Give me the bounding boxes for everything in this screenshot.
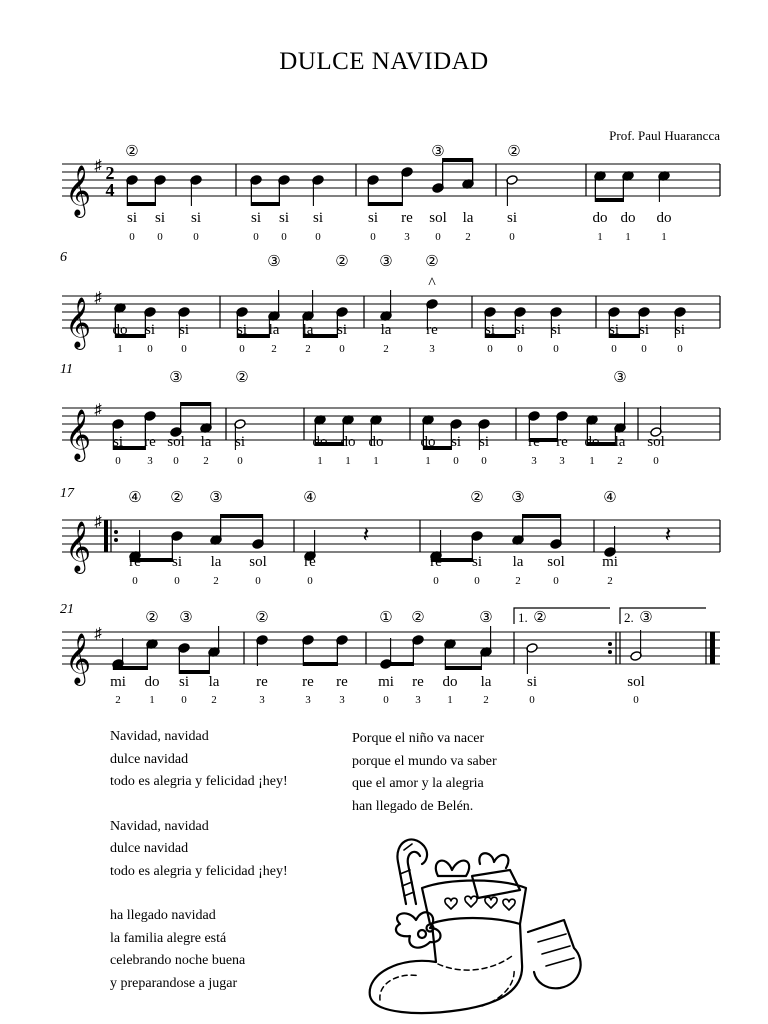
fingering-number: 0 <box>307 575 313 587</box>
solfege-syllable: si <box>674 322 686 338</box>
fingering-number: 0 <box>641 343 647 355</box>
final-barline <box>710 632 715 664</box>
solfege-syllable: sol <box>547 554 565 570</box>
quarter-rest-icon: 𝄽 <box>362 522 370 547</box>
solfege-syllable: si <box>250 210 262 226</box>
fingering-number: 1 <box>149 694 155 706</box>
fingering-number: 2 <box>515 575 521 587</box>
solfege-syllable: do <box>584 434 600 450</box>
solfege-syllable: si <box>526 674 538 690</box>
solfege-syllable: sol <box>429 210 447 226</box>
note-beam <box>251 202 279 206</box>
fingering-number: 1 <box>661 231 667 243</box>
staff-system <box>62 514 720 562</box>
fingering-number: 1 <box>345 455 351 467</box>
fingering-number: 0 <box>147 343 153 355</box>
solfege-syllable: re <box>430 554 442 570</box>
fingering-number: 1 <box>625 231 631 243</box>
fingering-number: 3 <box>404 231 410 243</box>
solfege-syllable: si <box>478 434 490 450</box>
solfege-syllable: la <box>512 554 524 570</box>
treble-clef-icon: 𝄞 <box>64 522 92 571</box>
repeat-dot <box>114 538 118 542</box>
lyrics-left-column <box>110 726 288 995</box>
fingering-number: 1 <box>373 455 379 467</box>
position-mark: ② <box>507 144 521 160</box>
fingering-number: 0 <box>383 694 389 706</box>
fingering-number: 0 <box>677 343 683 355</box>
fingering-number: 3 <box>415 694 421 706</box>
solfege-syllable: si <box>278 210 290 226</box>
position-mark: ② <box>425 254 439 270</box>
fingering-number: 0 <box>481 455 487 467</box>
time-signature-bottom: 4 <box>105 180 115 200</box>
lyric-line: todo es alegria y felicidad ¡hey! <box>110 774 288 789</box>
solfege-syllable: re <box>412 674 424 690</box>
treble-clef-icon: 𝄞 <box>64 634 92 683</box>
accent-mark: ^ <box>428 275 436 292</box>
fingering-number: 3 <box>259 694 265 706</box>
fingering-number: 0 <box>529 694 535 706</box>
lyric-line: y preparandose a jugar <box>110 975 238 991</box>
fingering-number: 2 <box>271 343 277 355</box>
position-mark: ③ <box>511 490 525 506</box>
solfege-syllable: do <box>340 434 356 450</box>
lyrics-right-column <box>352 728 497 818</box>
sharp-icon: ♯ <box>94 626 102 642</box>
volta-bracket <box>514 608 610 624</box>
solfege-syllable: si <box>471 554 483 570</box>
fingering-number: 0 <box>453 455 459 467</box>
note-beam <box>127 202 155 206</box>
position-mark: ③ <box>479 610 493 626</box>
solfege-syllable: la <box>208 674 220 690</box>
fingering-number: 0 <box>181 343 187 355</box>
verse-2 <box>110 816 288 884</box>
solfege-syllable: re <box>256 674 268 690</box>
lyric-line: dulce navidad <box>110 841 189 856</box>
fingering-number: 1 <box>447 694 453 706</box>
sharp-icon: ♯ <box>94 158 102 174</box>
sharp-icon: ♯ <box>94 514 102 530</box>
fingering-number: 0 <box>487 343 493 355</box>
fingering-number: 0 <box>173 455 179 467</box>
note-beam <box>595 198 623 202</box>
solfege-syllable: la <box>268 322 280 338</box>
solfege-syllable: si <box>190 210 202 226</box>
position-mark: ③ <box>639 610 653 626</box>
fingering-number: 0 <box>315 231 321 243</box>
position-mark: ① <box>379 610 393 626</box>
note-beam <box>181 402 211 406</box>
position-mark: ② <box>470 490 484 506</box>
measure-number: 17 <box>60 486 74 501</box>
fingering-number: 2 <box>213 575 219 587</box>
fingering-number: 0 <box>474 575 480 587</box>
measure-number: 11 <box>60 362 73 377</box>
lyric-line: Navidad, navidad <box>110 729 209 744</box>
solfege-syllable: si <box>484 322 496 338</box>
fingering-number: 2 <box>607 575 613 587</box>
fingering-number: 0 <box>239 343 245 355</box>
solfege-syllable: la <box>302 322 314 338</box>
position-mark: ② <box>235 370 249 386</box>
solfege-syllable: si <box>550 322 562 338</box>
position-mark: ② <box>170 490 184 506</box>
volta-label: 2. <box>624 610 634 625</box>
position-mark: ④ <box>303 490 317 506</box>
christmas-stocking-illustration <box>360 824 590 1020</box>
song-title: DULCE NAVIDAD <box>279 48 489 75</box>
solfege-syllable: si <box>312 210 324 226</box>
solfege-syllable: do <box>112 322 128 338</box>
measure-number: 21 <box>60 602 74 617</box>
solfege-syllable: si <box>154 210 166 226</box>
treble-clef-icon: 𝄞 <box>64 410 92 459</box>
fingering-number: 0 <box>433 575 439 587</box>
staff-system <box>62 158 720 206</box>
position-mark: ③ <box>613 370 627 386</box>
fingering-number: 2 <box>115 694 121 706</box>
solfege-syllable: re <box>302 674 314 690</box>
lyric-line: porque el mundo va saber <box>352 753 497 769</box>
fingering-number: 3 <box>339 694 345 706</box>
solfege-syllable: si <box>608 322 620 338</box>
repeat-dot <box>114 530 118 534</box>
treble-clef-icon: 𝄞 <box>64 298 92 347</box>
position-mark: ④ <box>128 490 142 506</box>
composer-credit: Prof. Paul Huarancca <box>609 128 720 143</box>
fingering-number: 2 <box>383 343 389 355</box>
fingering-number: 2 <box>465 231 471 243</box>
solfege-syllable: do <box>312 434 328 450</box>
repeat-dot <box>608 650 612 654</box>
lyric-line: dulce navidad <box>110 751 189 767</box>
lyric-line: que el amor y la alegria <box>352 776 484 791</box>
fingering-number: 0 <box>255 575 261 587</box>
fingering-number: 0 <box>653 455 659 467</box>
fingering-number: 0 <box>633 694 639 706</box>
fingering-number: 0 <box>435 231 441 243</box>
position-mark: ③ <box>379 254 393 270</box>
solfege-syllable: si <box>144 322 156 338</box>
solfege-syllable: re <box>401 210 413 226</box>
solfege-syllable: do <box>620 210 636 226</box>
solfege-syllable: sol <box>249 554 267 570</box>
position-mark: ③ <box>179 610 193 626</box>
position-mark: ③ <box>267 254 281 270</box>
solfege-syllable: mi <box>602 554 618 570</box>
fingering-number: 0 <box>181 694 187 706</box>
solfege-syllable: si <box>506 210 518 226</box>
fingering-number: 2 <box>617 455 623 467</box>
quarter-rest-icon: 𝄽 <box>664 522 672 547</box>
solfege-syllable: do <box>368 434 384 450</box>
solfege-syllable: si <box>336 322 348 338</box>
solfege-syllable: re <box>144 434 156 450</box>
fingering-number: 3 <box>429 343 435 355</box>
lyric-line: celebrando noche buena <box>110 953 246 968</box>
fingering-number: 1 <box>589 455 595 467</box>
solfege-syllable: si <box>126 210 138 226</box>
fingering-number: 0 <box>517 343 523 355</box>
solfege-syllable: si <box>178 674 190 690</box>
solfege-syllable: si <box>178 322 190 338</box>
solfege-syllable: si <box>234 434 246 450</box>
position-mark: ② <box>125 144 139 160</box>
position-mark: ② <box>411 610 425 626</box>
note-beam <box>523 514 561 518</box>
solfege-syllable: re <box>129 554 141 570</box>
measure-number: 6 <box>60 250 67 265</box>
repeat-sign-icon <box>104 520 108 552</box>
fingering-number: 0 <box>237 455 243 467</box>
solfege-syllable: re <box>528 434 540 450</box>
solfege-syllable: mi <box>378 674 394 690</box>
solfege-syllable: la <box>380 322 392 338</box>
solfege-syllable: re <box>336 674 348 690</box>
repeat-dot <box>608 642 612 646</box>
solfege-syllable: sol <box>647 434 665 450</box>
lyric-line: ha llegado navidad <box>110 908 216 923</box>
fingering-number: 1 <box>117 343 123 355</box>
fingering-number: 0 <box>174 575 180 587</box>
solfege-syllable: sol <box>627 674 645 690</box>
note-beam <box>443 158 473 162</box>
solfege-syllable: do <box>442 674 458 690</box>
note-beam <box>303 662 337 666</box>
lyric-line: Porque el niño va nacer <box>352 731 485 746</box>
volta-label: 1. <box>518 610 528 625</box>
solfege-syllable: do <box>420 434 436 450</box>
fingering-number: 0 <box>253 231 259 243</box>
position-mark: ③ <box>169 370 183 386</box>
solfege-syllable: si <box>638 322 650 338</box>
fingering-number: 3 <box>531 455 537 467</box>
position-mark: ② <box>255 610 269 626</box>
fingering-number: 0 <box>611 343 617 355</box>
solfege-syllable: mi <box>110 674 126 690</box>
solfege-syllable: si <box>514 322 526 338</box>
sharp-icon: ♯ <box>94 290 102 306</box>
note-beam <box>113 666 147 670</box>
solfege-syllable: si <box>171 554 183 570</box>
fingering-number: 3 <box>147 455 153 467</box>
position-mark: ③ <box>209 490 223 506</box>
time-signature-top: 2 <box>105 163 115 183</box>
solfege-syllable: do <box>592 210 608 226</box>
fingering-number: 0 <box>193 231 199 243</box>
fingering-number: 0 <box>281 231 287 243</box>
solfege-syllable: re <box>426 322 438 338</box>
fingering-number: 1 <box>597 231 603 243</box>
solfege-syllable: la <box>480 674 492 690</box>
position-mark: ② <box>533 610 547 626</box>
fingering-number: 2 <box>483 694 489 706</box>
fingering-number: 0 <box>509 231 515 243</box>
note-beam <box>445 666 481 670</box>
solfege-syllable: si <box>367 210 379 226</box>
verse-1 <box>110 726 288 794</box>
note-beam <box>381 662 413 666</box>
solfege-syllable: do <box>656 210 672 226</box>
solfege-syllable: la <box>210 554 222 570</box>
treble-clef-icon: 𝄞 <box>64 166 92 215</box>
fingering-number: 2 <box>211 694 217 706</box>
solfege-syllable: la <box>200 434 212 450</box>
position-mark: ② <box>145 610 159 626</box>
fingering-number: 1 <box>317 455 323 467</box>
position-mark: ④ <box>603 490 617 506</box>
fingering-number: 0 <box>370 231 376 243</box>
solfege-syllable: do <box>144 674 160 690</box>
solfege-syllable: si <box>112 434 124 450</box>
position-mark: ③ <box>431 144 445 160</box>
sharp-icon: ♯ <box>94 402 102 418</box>
fingering-number: 3 <box>305 694 311 706</box>
note-beam <box>221 514 263 518</box>
solfege-syllable: re <box>556 434 568 450</box>
verse-3 <box>110 905 288 995</box>
solfege-syllable: si <box>450 434 462 450</box>
solfege-syllable: la <box>462 210 474 226</box>
lyric-line: han llegado de Belén. <box>352 798 474 814</box>
position-mark: ② <box>335 254 349 270</box>
fingering-number: 1 <box>425 455 431 467</box>
solfege-syllable: si <box>236 322 248 338</box>
fingering-number: 0 <box>157 231 163 243</box>
fingering-number: 0 <box>553 343 559 355</box>
solfege-syllable: sol <box>167 434 185 450</box>
fingering-number: 2 <box>305 343 311 355</box>
fingering-number: 3 <box>559 455 565 467</box>
fingering-number: 0 <box>115 455 121 467</box>
fingering-number: 0 <box>339 343 345 355</box>
note-beam <box>368 202 402 206</box>
fingering-number: 0 <box>553 575 559 587</box>
lyric-line: Navidad, navidad <box>110 818 209 834</box>
fingering-number: 2 <box>203 455 209 467</box>
solfege-syllable: re <box>304 554 316 570</box>
solfege-syllable: la <box>614 434 626 450</box>
fingering-number: 0 <box>129 231 135 243</box>
fingering-number: 0 <box>132 575 138 587</box>
lyric-line: todo es alegria y felicidad ¡hey! <box>110 863 288 879</box>
lyric-line: la familia alegre está <box>110 930 227 946</box>
